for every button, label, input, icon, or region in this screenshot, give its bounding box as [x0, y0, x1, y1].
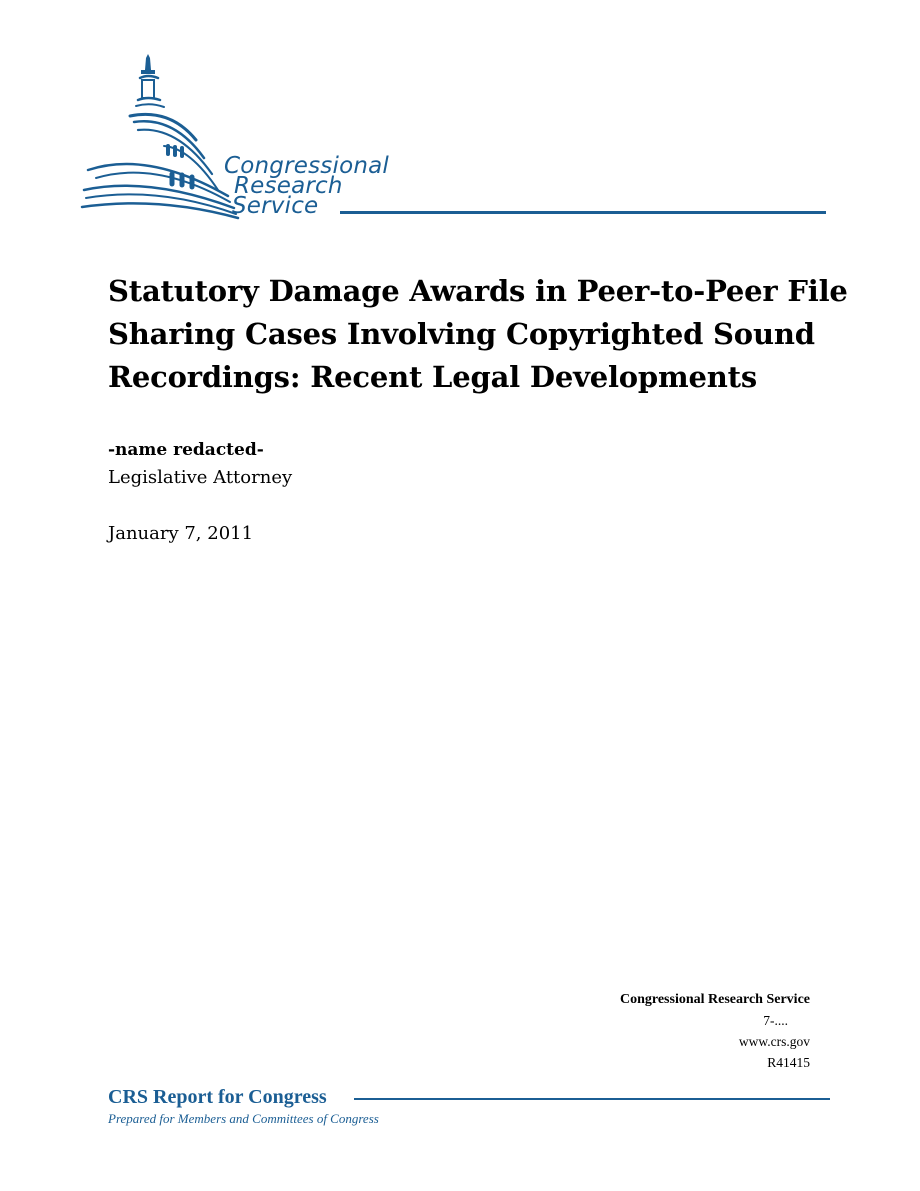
service-name: Congressional Research Service [619, 992, 810, 1007]
service-info-block [620, 990, 810, 1073]
service-website-link[interactable]: www.crs.gov [738, 1034, 810, 1049]
report-date: January 7, 2011 [108, 523, 254, 544]
footer-subtitle: Prepared for Members and Committees of Congress [108, 1111, 379, 1126]
logo-line-service: Service [232, 193, 319, 219]
footer-divider [354, 1098, 830, 1100]
logo-wordmark [224, 153, 390, 219]
report-title: Statutory Damage Awards in Peer-to-Peer File Sharing Cases Involving Copyrighted Sound Recordings: Recent Legal Developments [108, 274, 848, 394]
footer-title: CRS Report for Congress [108, 1086, 327, 1108]
logo-divider [340, 211, 826, 214]
logo-line-congressional: Congressional [224, 153, 390, 179]
logo-line-research: Research [234, 173, 343, 199]
author-role: Legislative Attorney [108, 467, 293, 488]
author-name: -name redacted- [108, 440, 264, 460]
crs-logo [78, 50, 838, 230]
report-number: R41415 [767, 1055, 810, 1070]
service-code: 7-.... [763, 1013, 788, 1028]
